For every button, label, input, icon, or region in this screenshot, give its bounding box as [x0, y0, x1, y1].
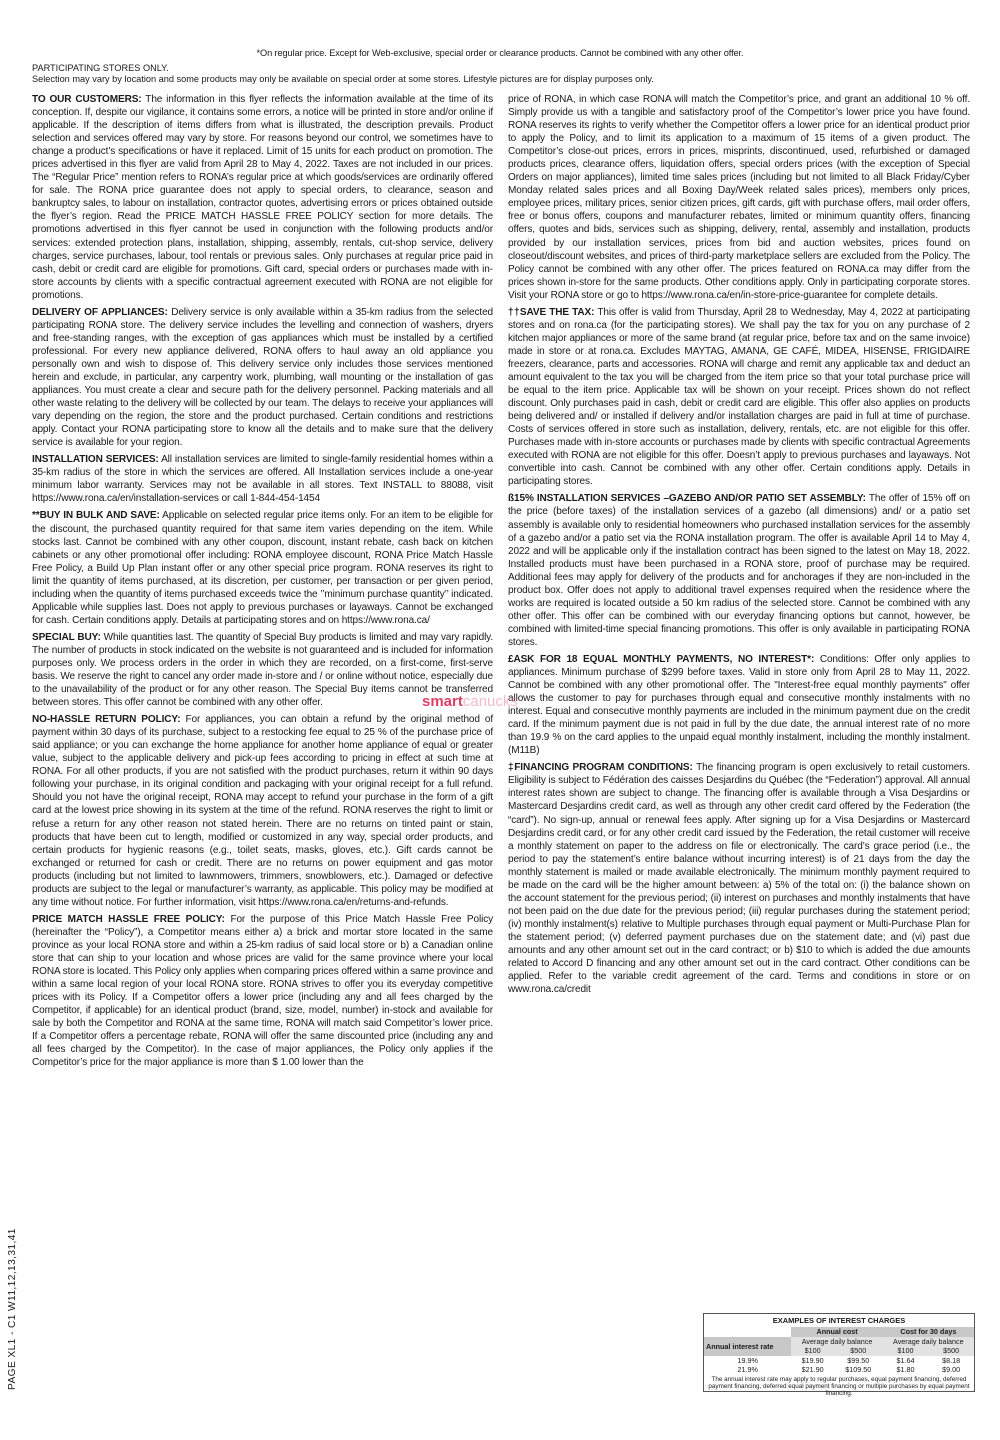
section-body: For appliances, you can obtain a refund by the original method of payment within 30 days of its purchase, subject to a restocking fee equal to 25 % of the purchase price of said appliance; or you can exchange the home appliance for another home appliance of equal or greater value, subject to the applicable delivery and pick-up fees according to pricing in effect at such time at RONA. For all other products, if you are not satisfied with the product purchases, return it within 90 days following your purchase, in its original condition and packaging with your original receipt for a full refund. Should you not have the original receipt, RONA may accept to refund your purchase in the form of a gift card at the lowest price showing in its system at the time of the refund. RONA reserves the right to limit or refuse a return for any other reason not stated herein. There are no returns on tinted paint or stain, products that have been cut to length, modified or customized in any way, special order products, and certain products for hygienic reasons (e.g., toilet seats, masks, gloves, etc.). Gift cards cannot be exchanged or returned for cash or credit. There are no returns on power equipment and gas motor products (including but not limited to lawnmowers, trimmers, snowblowers, etc.). Damaged or defective products are subject to the legal or manufacturer’s warranty, as applicable. This policy may be modified at any time without notice. For further information, visit https://www.rona.ca/en/returns-and-refunds. [32, 714, 494, 908]
watermark-tail: canucks [462, 693, 518, 710]
value-cell: $99.50 [847, 1355, 870, 1365]
section-body: Applicable on selected regular price items only. For an item to be eligible for the discount, the purchased quantity required for that same item varies depending on the item. While stocks last. Cannot be combined with any other coupon, discount, instant rebate, cash back on kitchen cabinets or any other promotional offer including: RONA employee discount, RONA Price Match Hassle Free Policy, a Build Up Plan instant offer or any other special price program. RONA reserves its right to limit the quantity of items purchased, at its discretion, per customer, per transaction or per given period, including when the quantity of items purchased exceeds twice the ’’minimum purchase quantity’’ indicated. Applicable while supplies last. Does not apply to previous purchases or layaways. Cannot be exchanged for cash. Certain conditions apply. Details at participating stores and on https://www.rona.ca/ [32, 510, 494, 626]
value-cell: $8.18 [942, 1355, 961, 1365]
page-code: PAGE XL1 - C1 W11,12,13,31,41 [7, 1228, 18, 1390]
cost-30-days-header: Cost for 30 days [883, 1327, 974, 1337]
interest-table-footnote: The annual interest rate may apply to regular purchases, equal payment financing, deferred payment financing, deferred equal payment financing or multiple purchases by equal payment financing. [708, 1375, 970, 1397]
rate-cell: 19.9% [737, 1355, 758, 1365]
save-tax-section [508, 306, 970, 489]
section-title: NO-HASSLE RETURN POLICY: [32, 714, 181, 726]
left-column [32, 93, 493, 1393]
participating-note: PARTICIPATING STORES ONLY. [32, 63, 169, 73]
section-title: TO OUR CUSTOMERS: [32, 94, 142, 105]
right-column [508, 93, 970, 1000]
section-body: The offer of 15% off on the price (before taxes) of the installation services of a gazebo (all dimensions) and/ or a patio set assembly is available only to residential homeowners who purchased installation services for the assembly of a gazebo and/or a patio set via the RONA installation program. The offer is available April 14 to May 4, 2022 and will be applicable only if the installation contract has been signed to the latest on May 18, 2022. Installed products must have been purchased in a RONA store, proof of purchase may be required. Additional fees may apply for delivery of the products and for anchorages if they are non-included in the product box. Offer does not apply to additional travel expenses required when the residence where the works are required is located outside a 50 km radius of the selected store. Cannot be combined with any other offer. This offer can be combined with our everyday financing options but cannot, however, be combined with limited-time special financing promotions. This offer is only available in participating RONA stores. [508, 493, 971, 648]
table-row [704, 1356, 974, 1366]
balance-cell: $500 [928, 1346, 974, 1356]
section-title: **BUY IN BULK AND SAVE: [32, 510, 160, 522]
section-title: PRICE MATCH HASSLE FREE POLICY: [32, 913, 225, 925]
value-cell: $21.90 [801, 1365, 824, 1375]
interest-table-title: EXAMPLES OF INTEREST CHARGES [772, 1316, 906, 1325]
gazebo-section [508, 492, 970, 649]
watermark [422, 693, 518, 710]
section-body: This offer is valid from Thursday, April 28 to Wednesday, May 4, 2022 at participating stores and on rona.ca (for the participating stores). We shall pay the tax for you on any purchase of 2 kitchen major appliances or more of the same brand (at regular price, before tax and on the same invoice) made in store or at rona.ca. Excludes MAYTAG, AMANA, GE CAFÉ, MIDEA, HISENSE, FRIGIDAIRE freezers, clearance, parts and accessories. RONA will charge and remit any applicable tax and deduct an amount equivalent to the tax you will be charged from the item price so that your total purchase price will be equal to the item price. Applicable tax will be shown on your receipt. Prices shown do not reflect discount. Only purchases paid in cash, debit or credit card are eligible. This offer also applies on products being delivered and/ or installed if delivery and/or installation charges are paid in full at time of purchase. Costs of services offered in store such as installation, delivery, rentals, etc. are not eligible for this offer. Purchases made with in-store accounts or purchases made by clients with specific contractual Agreements executed with RONA are not eligible for this offer. Doesn’t apply to previous purchases and layaways. Not convertible into cash. Cannot be combined with any other offer. Certain conditions apply. Details in participating stores. [508, 306, 971, 488]
section-body: The financing program is open exclusively to retail customers. Eligibility is subject to Fédération des caisses Desjardins du Québec (the “Federation”) approval. All annual interest rates shown are subject to change. The financing offer is available through a Visa Desjardins or Mastercard Desjardins credit card, as well as through any other credit card offered by the Federation (the “card”). No sign-up, annual or renewal fees apply. After signing up for a Visa Desjardins or Mastercard Desjardins credit card, or for any other credit card issued by the Federation, the retail customer will receive a monthly statement on paper to the address on file or electronically. The card’s grace period (i.e., the period to pay the statement’s entire balance without incurring interest) is of 21 days from the day the monthly statement is mailed or made available electronically. The minimum monthly payment required to be made on the card will be the higher amount between: a) 5% of the total on: (i) the balance shown on the account statement for the previous period; (ii) interest on purchases and monthly instalments that have not been paid on the due date for the previous period; (iii) regular purchases during the statement period; (iv) monthly instalment(s) relative to Multiple purchases through equal payment or Multi-Purchase Plan for the statement period; (v) deferred payment purchases due on the statement date; and (vi) past due amounts and any other amount set out in the card contract; or b) $10 to which is added the due amounts related to Accord D financing and any other amount set out in the card contract. Other conditions can be applied. Refer to the variable credit agreement of the card. Terms and conditions in store or on www.rona.ca/credit [508, 762, 970, 996]
annual-rate-label: Annual interest rate [704, 1337, 791, 1356]
delivery-section [32, 306, 493, 450]
rate-cell: 21.9% [737, 1365, 758, 1375]
section-body: For the purpose of this Price Match Hassle Free Policy (hereinafter the “Policy”), a Competitor means either a) a brick and mortar store located in the same province as your local RONA store and within a 25-km radius of said local store or b) a Canadian online store that can ship to your location and whose prices are valid for the same province where your local RONA store is located. This Policy only applies when comparing prices offered within a same province and within a same local region of your local RONA store. RONA strives to offer you its everyday competitive prices with its Policy. If a Competitor offers a lower price (including any and all fees charged by the Competitor, if applicable) for an identical product (brand, size, model, number) in-stock and available for sale by both the Competitor and RONA at the same time, RONA will match said Competitor’s lower price. If a Competitor offers a percentage rebate, RONA will offer the same discounted price (including any and all fees charged by the Competitor). In the case of major appliances, the Policy only applies if the Competitor’s price for the major appliance is more than $ 1.00 lower than the [32, 913, 494, 1069]
price-match-section [32, 913, 493, 1070]
blank-cell [704, 1327, 791, 1337]
bulk-section [32, 509, 493, 626]
price-match-continued [508, 93, 970, 302]
section-body: All installation services are limited to single-family residential homes within a 35-km radius of the store in which the services are offered. All Installation services include a one-year minimum labor warranty. Services may not be available in all stores. Text INSTALL to 88088, visit https://www.rona.ca/en/installation-services or call 1-844-454-1454 [32, 454, 494, 505]
avg-balance-header: Average daily balance [883, 1337, 974, 1347]
value-cell: $9.00 [942, 1365, 961, 1375]
section-title: ‡FINANCING PROGRAM CONDITIONS: [508, 762, 693, 774]
value-cell: $109.50 [845, 1365, 872, 1375]
installation-section [32, 453, 493, 505]
monthly-payments-section [508, 653, 970, 757]
selection-note: Selection may vary by location and some products may only be available on special order at some stores. Lifestyle pictures are for display purposes only. [32, 74, 654, 84]
financing-section [508, 761, 970, 996]
section-title: DELIVERY OF APPLIANCES: [32, 306, 168, 318]
value-cell: $19.90 [801, 1355, 824, 1365]
watermark-main: smart [422, 693, 463, 710]
section-title: ß15% INSTALLATION SERVICES –GAZEBO AND/OR PATIO SET ASSEMBLY: [508, 493, 866, 505]
section-title: SPECIAL BUY: [32, 631, 101, 643]
top-note: *On regular price. Except for Web-exclusive, special order or clearance products. Cannot be combined with any other offer. [256, 48, 744, 58]
section-body: Delivery service is only available within a 35-km radius from the selected participating RONA store. The delivery service includes the levelling and connection of washers, dryers and free-standing ranges, with the exception of gas appliances which must be installed by a certified professional. For every new appliance delivered, RONA offers to haul away an old appliance you personally own and wish to dispose of. This delivery service only includes those services mentioned herein and exclude, in particular, any carpentry work, plumbing, wall mounting or the installation of gas appliances. You must create a clear and secure path for the delivery personnel. Packing materials and all other waste relating to the delivery will be collected by our team. The delays to receive your appliances will vary depending on the region, the store and the product purchased. Certain conditions and restrictions apply. Contact your RONA participating store to know all the details and to make sure that the delivery service is available for your region. [32, 306, 494, 449]
avg-balance-header: Average daily balance [791, 1337, 882, 1347]
table-row [704, 1365, 974, 1375]
section-title: ††SAVE THE TAX: [508, 306, 595, 318]
interest-charges-table [703, 1313, 975, 1397]
section-body: price of RONA, in which case RONA will match the Competitor’s price, and grant an additional 10 % off. Simply provide us with a tangible and satisfactory proof of the Competitor’s lower price you have found. RONA reserves its rights to verify whether the Competitor offers a lower price for an identical product prior to apply the Policy, and to limit its application to a maximum of 15 items of a given product. The Competitor’s close-out prices, errors in prices, misprints, discontinued, used, refurbished or damaged products prices, clearance offers, liquidation offers, special orders prices (with the exception of Special Orders on major appliances), limited time sales prices (including but not limited to all Black Friday/Cyber Monday related sales prices and all Boxing Day/Week related sales prices), members only prices, employee prices, military prices, senior citizen prices, gift cards, gift with purchase offers, mail order offers, free or bonus offers, coupons and manufacturer rebates, limited or minimum quantity offers, financing offers, quotes and bids, services such as shipping, delivery, rental, assembly and installation, products provided by our installation services, prices from bid and auction websites, prices found on closeout/discount websites, and prices of third-party marketplace sellers are excluded from the Policy. The Policy cannot be combined with any other offer. The prices featured on RONA.ca may differ from the prices shown in-store for the same products. Other conditions apply. Only in participating corporate stores. Visit your RONA store or go to https://www.rona.ca/en/in-store-price-guarantee for complete details. [508, 94, 970, 301]
customers-section [32, 93, 493, 302]
section-body: While quantities last. The quantity of Special Buy products is limited and may vary rapidly. The number of products in stock indicated on the website is not guaranteed and is included for information purposes only. We process orders in the order in which they are recorded, on a first-come, first-serve basis. We reserve the right to cancel any order made in-store and / or online without notice, especially due to the unavailability of the product or for any other reason. The Special Buy items cannot be transferred between stores. This offer cannot be combined with any other offer. [32, 631, 494, 709]
section-title: £ASK FOR 18 EQUAL MONTHLY PAYMENTS, NO INTEREST*: [508, 653, 815, 665]
balance-cell: $100 [883, 1346, 929, 1356]
section-body: Conditions: Offer only applies to appliances. Minimum purchase of $299 before taxes. Valid in store only from April 28 to May 11, 2022. Cannot be combined with any other promotional offer. The "Interest-free equal monthly payments" offer allows the customer to pay for purchases through equal and consecutive monthly instalments with no interest. Equal and consecutive monthly payments are included in the minimum payment due on the credit card. If the minimum payment due is not paid in full by the due date, the annual interest rate of no more than 19.9 % on the card applies to the unpaid equal monthly instalment, including the monthly instalment. (M11B) [508, 653, 970, 757]
balance-cell: $100 [791, 1346, 833, 1356]
return-policy-section [32, 713, 493, 909]
value-cell: $1.80 [896, 1365, 915, 1375]
section-title: INSTALLATION SERVICES: [32, 454, 159, 466]
value-cell: $1.64 [896, 1355, 915, 1365]
annual-cost-header: Annual cost [791, 1327, 882, 1337]
balance-cell: $500 [834, 1346, 883, 1356]
section-body: The information in this flyer reflects the information available at the time of its conception. If, despite our vigilance, it contains some errors, a notice will be printed in store and/or online if applicable. If the description of items differs from what is illustrated, the description prevails. Product selection and services offered may vary by store. For reasons beyond our control, we sometimes have to change a product’s specifications or have it replaced. Limit of 15 units for each product on promotion. The prices advertised in this flyer are valid from April 28 to May 4, 2022. Taxes are not included in our prices. The “Regular Price” mention refers to RONA’s regular price at which goods/services are ordinarily offered for sale. The RONA price guarantee does not apply to special orders, to clearance, season and bankruptcy sales, to labour on installation, contractor quotes, advertising errors or prices obtained outside the flyer’s region. Read the PRICE MATCH HASSLE FREE POLICY section for more details. The promotions advertised in this flyer cannot be used in conjunction with the following products and/or services: extended protection plans, installation, shipping, assembly, rentals, cut-shop service, delivery charges, service purchases, labour, tool rentals or previous sales. Only purchases at regular price paid in cash, debit or credit card are eligible for promotions. Gift card, special orders or purchases made with in-store accounts by clients with a specific contractual agreement executed with RONA are not eligible for promotions. [32, 94, 493, 301]
